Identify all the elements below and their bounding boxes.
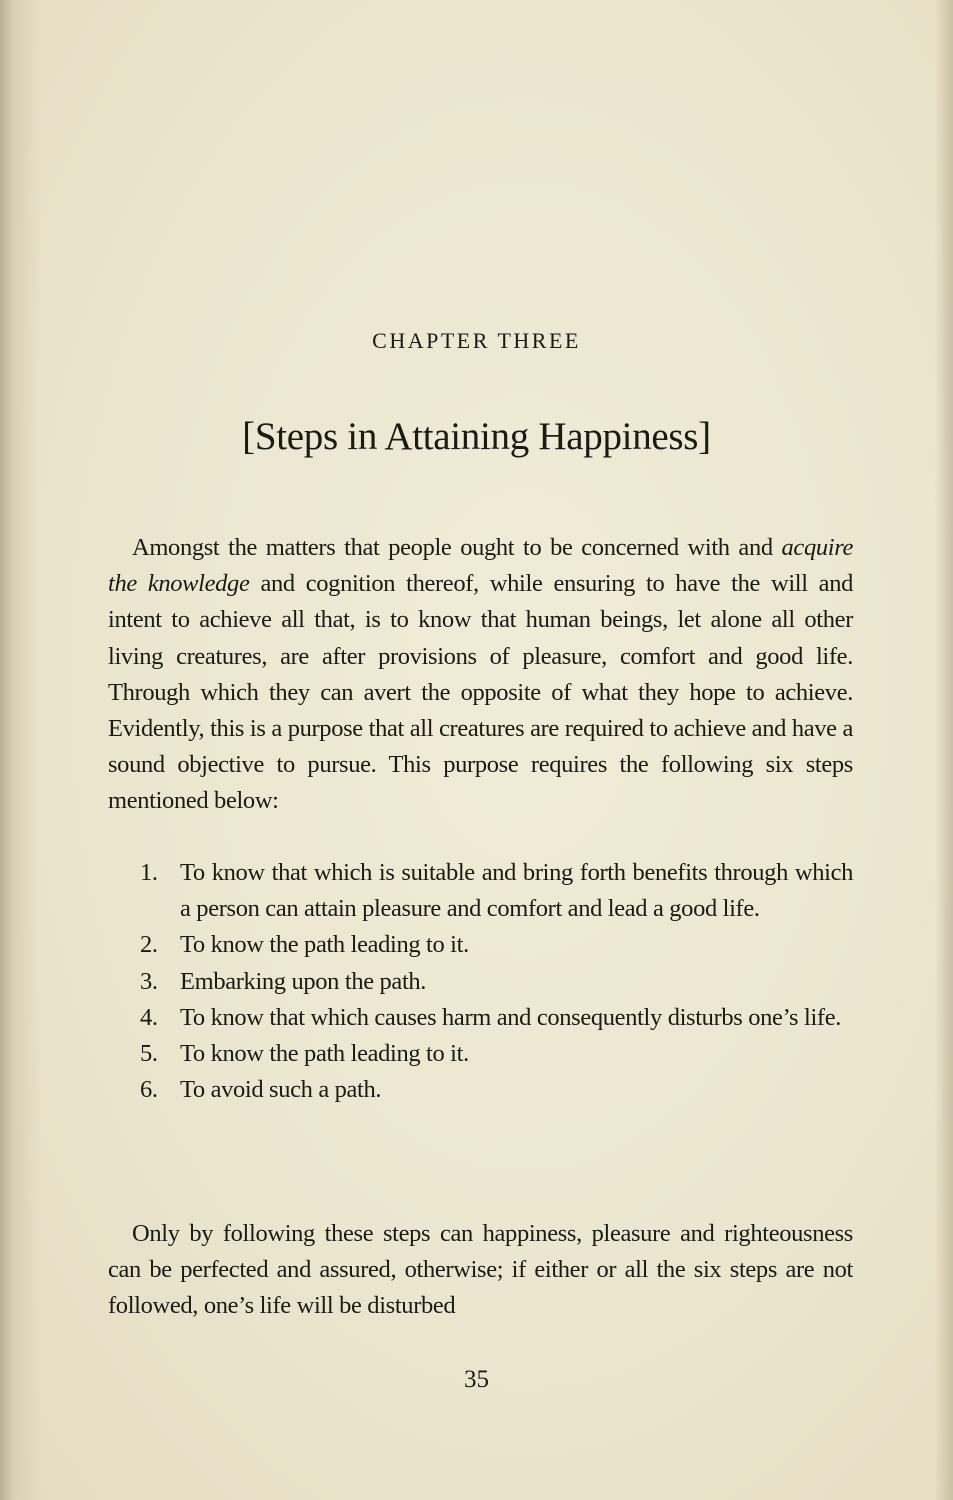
step-number: 6. (140, 1076, 158, 1104)
step-number: 1. (140, 859, 158, 886)
step-text: To know the path leading to it. (180, 931, 469, 959)
step-number: 4. (140, 1003, 158, 1031)
body-paragraph-2 (108, 1216, 853, 1325)
step-number: 5. (140, 1040, 158, 1068)
step-text: Embarking upon the path. (180, 967, 427, 995)
chapter-label: CHAPTER THREE (372, 328, 581, 353)
steps-list (140, 855, 853, 1108)
step-text: To know that which causes harm and consequently disturbs one’s life. (180, 1003, 842, 1031)
step-item (140, 855, 853, 927)
chapter-title: [Steps in Attaining Happiness] (242, 415, 711, 458)
step-item (140, 927, 853, 963)
body-paragraph-1 (108, 530, 853, 820)
page-number: 35 (464, 1366, 489, 1393)
step-item (140, 1036, 853, 1072)
step-text: To avoid such a path. (180, 1076, 382, 1104)
step-number: 2. (140, 931, 158, 959)
paragraph-2-text: Only by following these steps can happiness, pleasure and righteousness can be perfected and assured, otherwise; if either or all the six steps are not followed, one’s life will be disturbed (108, 1220, 853, 1320)
step-text: To know the path leading to it. (180, 1040, 469, 1068)
step-text: To know that which is suitable and bring forth benefits through which a person can attain pleasure and comfort and lead a good life. (180, 859, 853, 923)
paragraph-1-text-start: Amongst the matters that people ought to be concerned with and (132, 534, 782, 561)
paragraph-1-text-end: and cognition thereof, while ensuring to have the will and intent to achieve all that, is to know that human beings, let alone all other living creatures, are after provisions of pleasure, comfort and good life. Through which they can avert the opposite of what they hope to achieve. Evidently, this is a purpose that all creatures are required to achieve and have a sound objective to pursue. This purpose requires the following six steps mentioned below: (108, 570, 853, 815)
step-item (140, 964, 853, 1000)
step-item (140, 1072, 853, 1108)
step-item (140, 1000, 853, 1036)
step-number: 3. (140, 967, 158, 995)
paragraph-1-italic-phrase: acquire the knowledge (108, 534, 853, 598)
